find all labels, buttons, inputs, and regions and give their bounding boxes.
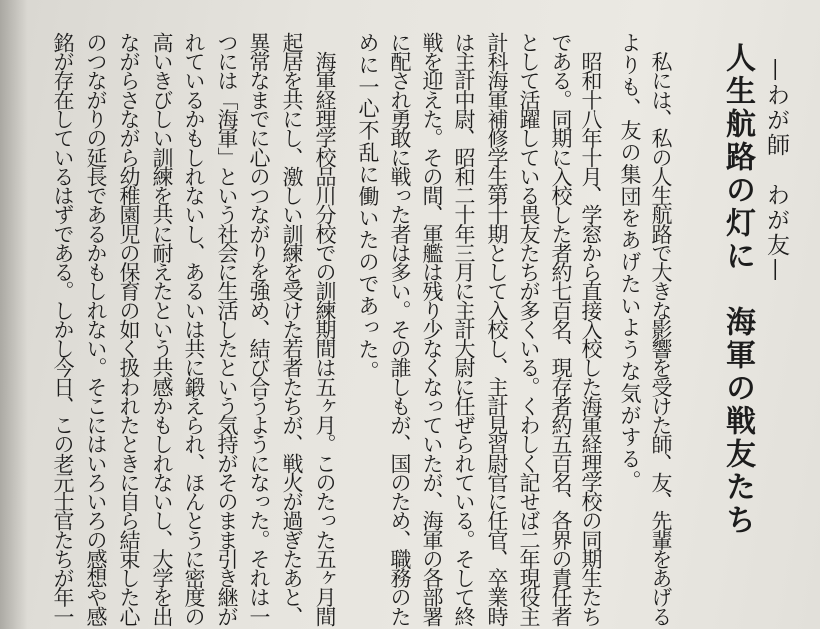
body-line-5: として活躍している畏友たちが多くいる。くわしく記せば二年現役主 [517, 32, 541, 626]
body-line-3: 昭和十八年十月、学窓から直接入校した海軍経理学校の同期生たち [579, 32, 603, 626]
body-line-18: のつながりの延長であるかもしれない。そこにはいろいろの感想や感 [84, 32, 108, 626]
body-line-19: 銘が存在しているはずである。しかし今日、この老元士官たちが年一 [51, 32, 75, 626]
body-line-1: 私には、私の人生航路で大きな影響を受けた師、友、先輩をあげる [649, 32, 673, 626]
body-line-4: である。同期に入校した者約七百名、現存者約五百名、各界の責任者 [549, 32, 573, 626]
body-line-16: 高いきびしい訓練を共に耐えたという共感かもしれないし、大学を出 [150, 32, 174, 626]
page-binding-shadow [0, 0, 28, 629]
article-subtitle: —わが師 わが友— [763, 58, 789, 283]
body-line-11: 海軍経理学校品川分校での訓練期間は五ヶ月。このたった五ヶ月間 [313, 32, 337, 626]
body-line-8: 戦を迎えた。その間、軍艦は残り少なくなっていたが、海軍の各部署 [420, 32, 444, 626]
article-title: 人生航路の灯に 海軍の戦友たち [720, 42, 755, 537]
body-line-13: 異常なまでに心のつながりを強め、結び合うようになった。それは一 [247, 32, 271, 626]
body-line-2: よりも、友の集団をあげたいような気がする。 [618, 32, 642, 492]
body-line-9: に配され勇敢に戦った者は多い。その誰しもが、国のため、職務のた [388, 32, 412, 626]
body-line-17: ながらさながら幼稚園児の保育の如く扱われたときに自ら結束した心 [117, 32, 141, 626]
body-line-15: れているかもしれないし、あるいは共に鍛えられ、ほんとうに密度の [182, 32, 206, 626]
body-line-14: つには「海軍」という社会に生活したという気持がそのまま引き継が [215, 32, 239, 626]
body-line-7: は主計中尉、昭和二十年三月に主計大尉に任ぜられている。そして終 [452, 32, 476, 626]
body-line-10: めに一心不乱に働いたのであった。 [356, 32, 380, 383]
body-line-6: 計科海軍補修学生第十期として入校し、主計見習尉官に任官、卒業時 [485, 32, 509, 626]
body-line-12: 起居を共にし、激しい訓練を受けた若者たちが、戦火が過ぎたあと、 [280, 32, 304, 626]
